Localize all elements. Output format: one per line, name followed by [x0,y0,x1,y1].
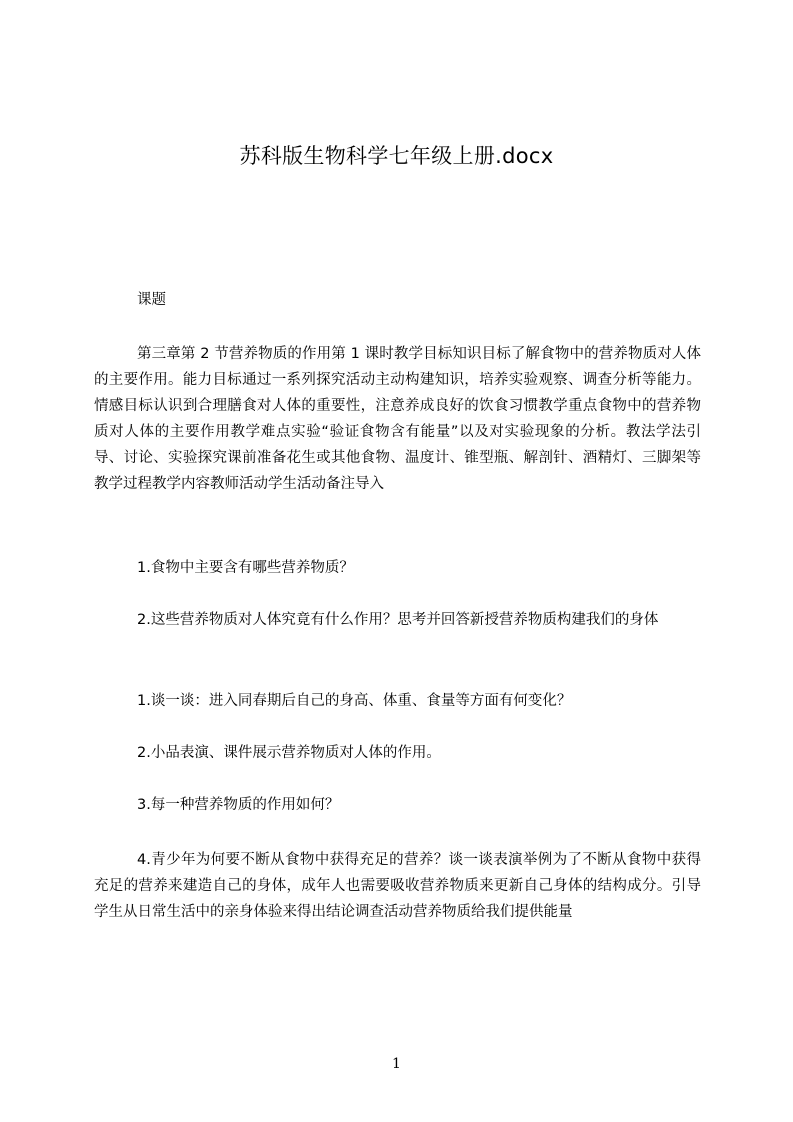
paragraph-activity-4: 4.青少年为何要不断从食物中获得充足的营养？谈一谈表演举例为了不断从食物中获得充足的营养来建造自己的身体，成年人也需要吸收营养物质来更新自己身体的结构成分。引导学生从日常生活中的亲身体验来得出结论调查活动营养物质给我们提供能量 [94,852,701,920]
paragraph-question-1: 1.食物中主要含有哪些营养物质？ [137,560,354,576]
paragraph-activity-3: 3.每一种营养物质的作用如何？ [137,797,340,813]
paragraph-activity-2: 2.小品表演、课件展示营养物质对人体的作用。 [137,745,441,761]
paragraph-activity-1: 1.谈一谈：进入同春期后自己的身高、体重、食量等方面有何变化？ [137,693,572,709]
page-number: 1 [392,1056,401,1072]
document-title: 苏科版生物科学七年级上册.docx [239,144,554,168]
lesson-heading: 课题 [137,292,166,308]
paragraph-lesson-overview: 第三章第 2 节营养物质的作用第 1 课时教学目标知识目标了解食物中的营养物质对人体的主要作用。能力目标通过一系列探究活动主动构建知识，培养实验观察、调查分析等能力。情感目标认识到合理膳食对人体的重要性，注意养成良好的饮食习惯教学重点食物中的营养物质对人体的主要作用教学难点实验“验证食物含有能量”以及对实验现象的分析。教法学法引导、讨论、实验探究课前准备花生或其他食物、温度计、锥型瓶、解剖针、酒精灯、三脚架等教学过程教学内容教师活动学生活动备注导入 [94,346,701,492]
paragraph-question-2: 2.这些营养物质对人体究竟有什么作用？思考并回答新授营养物质构建我们的身体 [137,612,659,628]
